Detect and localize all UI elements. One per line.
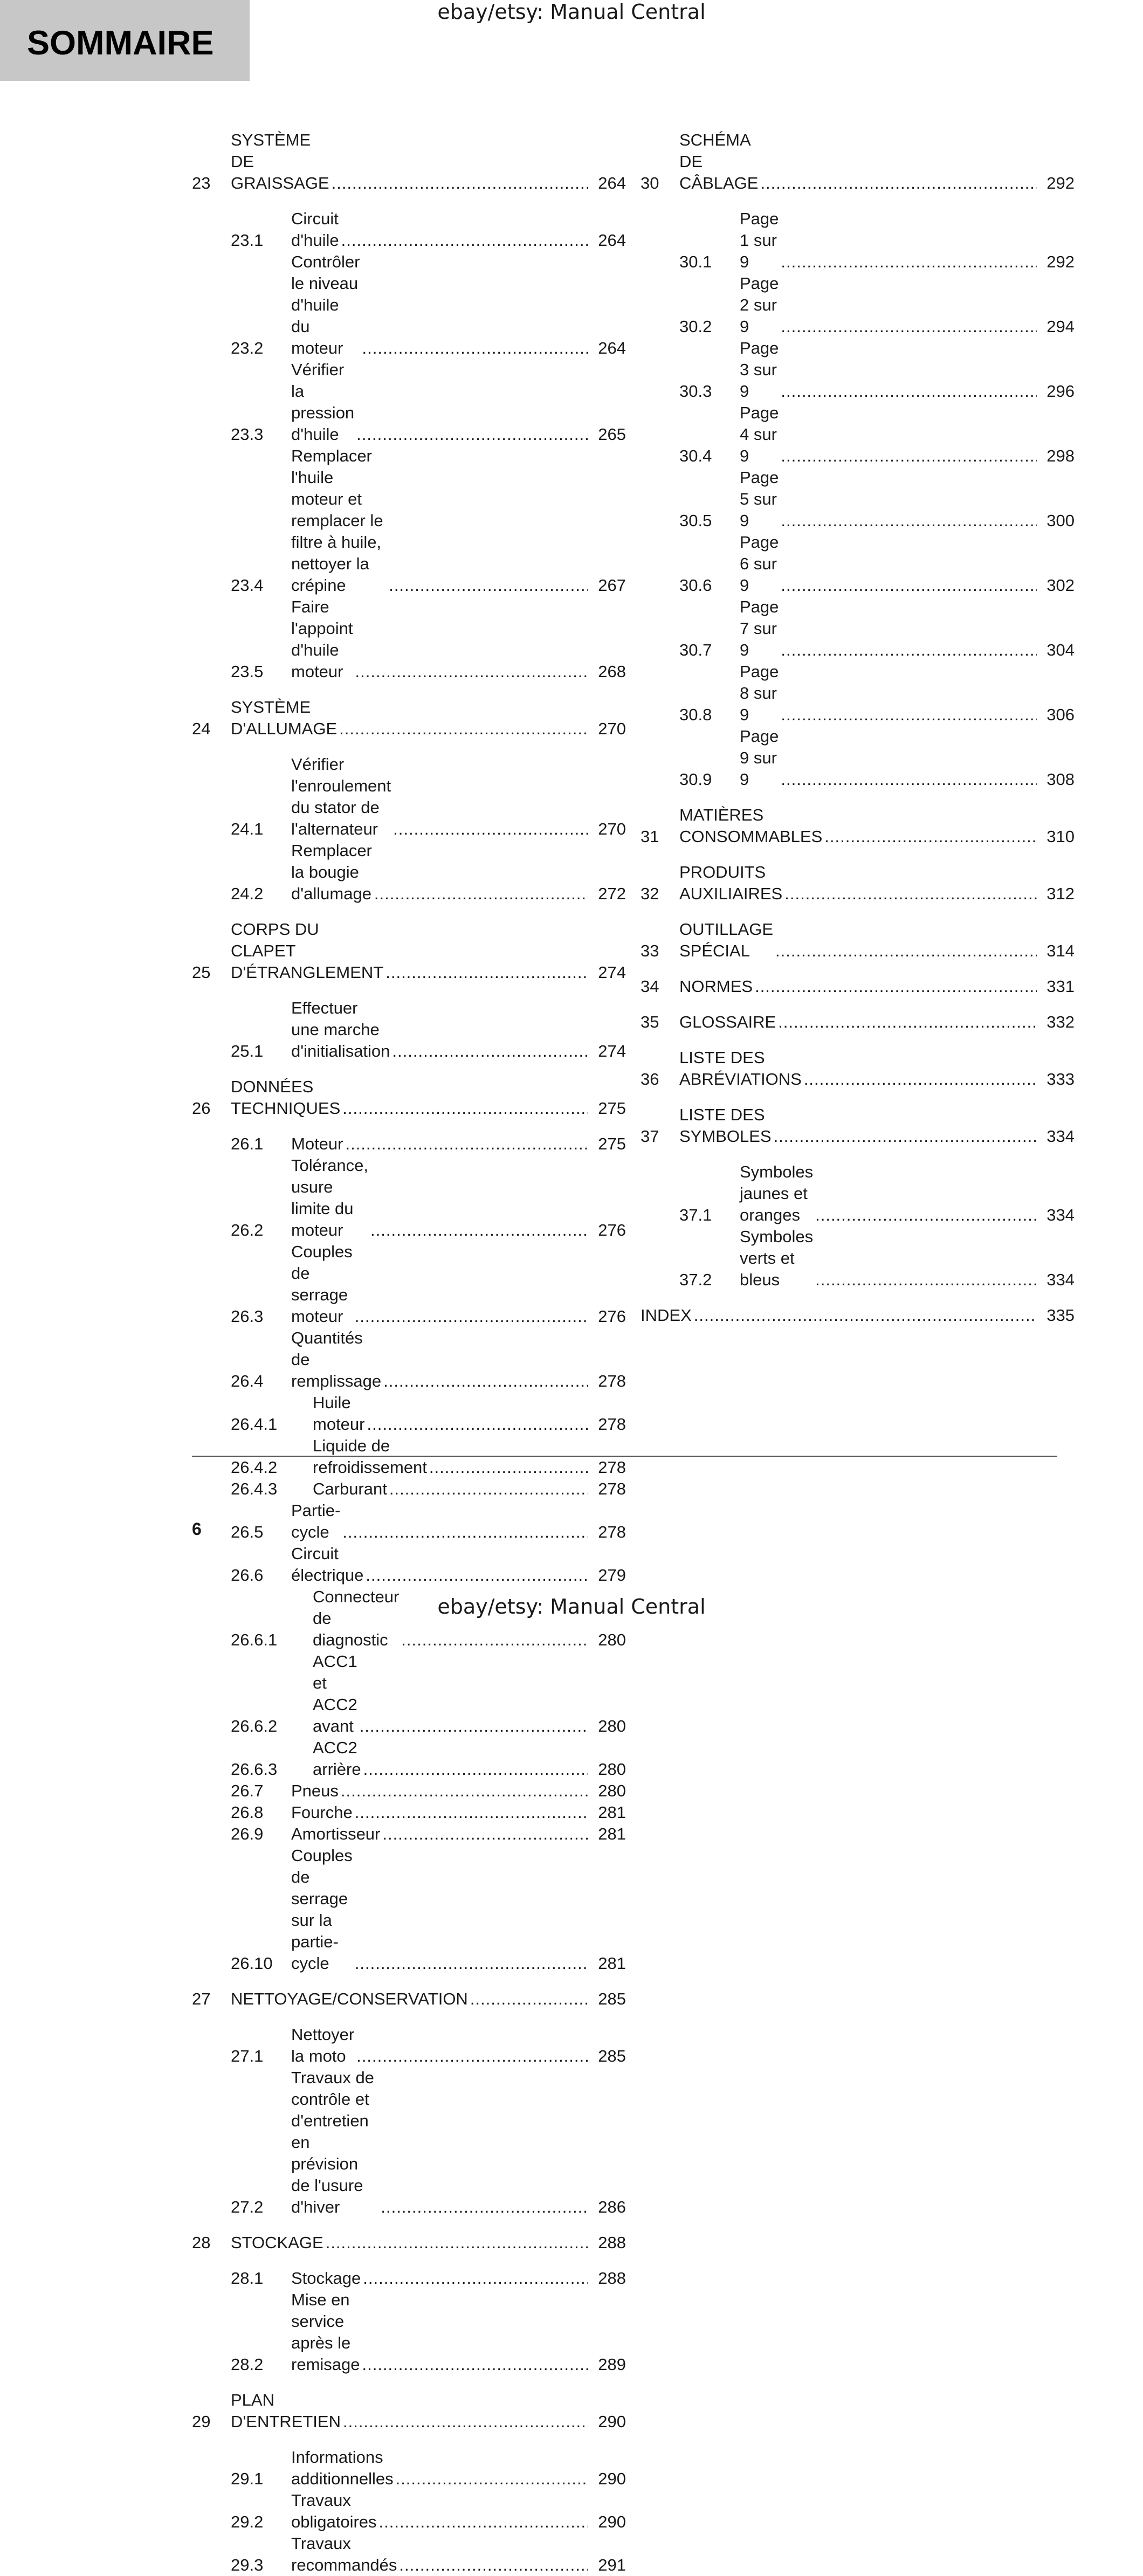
toc-entry-number: 30 — [641, 174, 659, 192]
toc-chapter-entry[interactable] — [192, 697, 626, 740]
toc-entry-title: Travaux de contrôle et d'entretien en prévision de l'usure d'hiver — [291, 2068, 374, 2216]
dot-leader — [781, 639, 1037, 661]
dot-leader — [356, 2045, 588, 2067]
dot-leader — [392, 1041, 588, 1062]
toc-entry-number: 30.7 — [679, 640, 712, 659]
toc-entry-number: 24 — [192, 719, 211, 738]
dot-leader — [815, 1269, 1037, 1291]
toc-section-entry[interactable] — [192, 1327, 626, 1392]
toc-section-entry[interactable] — [192, 208, 626, 251]
toc-entry-title: Symboles jaunes et oranges — [740, 1162, 814, 1224]
toc-section-entry[interactable] — [192, 2533, 626, 2576]
page-title: SOMMAIRE — [27, 24, 214, 62]
dot-leader — [778, 1011, 1037, 1033]
toc-entry-number: 23 — [192, 174, 211, 192]
toc-entry-page: 334 — [1046, 1270, 1075, 1289]
dot-leader — [355, 661, 589, 683]
toc-left-column — [192, 129, 626, 2576]
toc-right-column — [641, 129, 1075, 1326]
toc-entry-page: 288 — [598, 2233, 626, 2252]
dot-leader — [775, 940, 1037, 962]
toc-chapter-entry[interactable] — [192, 129, 626, 194]
dot-leader — [781, 316, 1037, 338]
toc-entry-number: 30.9 — [679, 770, 712, 789]
toc-entry-page: 265 — [598, 425, 626, 444]
toc-entry-page: 278 — [598, 1523, 626, 1541]
toc-entry-title: Vérifier l'enroulement du stator de l'alternateur — [291, 755, 391, 838]
toc-entry-number: 31 — [641, 827, 659, 846]
toc-entry-title: OUTILLAGE SPÉCIAL — [679, 920, 773, 960]
toc-entry-page: 281 — [598, 1824, 626, 1843]
dot-leader — [804, 1069, 1037, 1090]
toc-entry-page: 268 — [598, 662, 626, 681]
toc-entry-number: 27.1 — [231, 2047, 264, 2065]
toc-entry-number: 26.1 — [231, 1134, 264, 1153]
toc-entry-number: 29.3 — [231, 2556, 264, 2574]
toc-chapter-entry[interactable] — [641, 862, 1075, 905]
toc-entry-number: 37.2 — [679, 1270, 712, 1289]
toc-entry-page: 334 — [1046, 1127, 1075, 1146]
toc-entry-title: INDEX — [641, 1306, 692, 1325]
dot-leader — [755, 976, 1037, 997]
dot-leader — [694, 1305, 1037, 1326]
toc-section-entry[interactable] — [192, 445, 626, 596]
toc-entry-title: Partie-cycle — [291, 1501, 341, 1541]
toc-entry-title: Circuit électrique — [291, 1544, 364, 1585]
toc-entry-title: LISTE DES ABRÉVIATIONS — [679, 1048, 802, 1089]
toc-entry-title: Stockage — [291, 2269, 361, 2288]
toc-entry-title: PLAN D'ENTRETIEN — [231, 2391, 341, 2431]
toc-entry-number: 26.2 — [231, 1221, 264, 1239]
toc-chapter-entry[interactable] — [641, 976, 1075, 997]
toc-entry-number: 26.6.3 — [231, 1760, 278, 1779]
toc-entry-title: Remplacer l'huile moteur et remplacer le filtre à huile, nettoyer la crépine — [291, 446, 383, 595]
toc-entry-title: Pneus — [291, 1781, 339, 1800]
toc-entry-page: 286 — [598, 2198, 626, 2216]
dot-leader — [362, 338, 589, 359]
toc-entry-number: 29.1 — [231, 2469, 264, 2488]
toc-entry-number: 29 — [192, 2412, 211, 2431]
toc-entry-page: 302 — [1046, 576, 1075, 595]
dot-leader — [360, 1716, 588, 1737]
dot-leader — [781, 381, 1037, 402]
toc-section-entry[interactable] — [641, 402, 1075, 467]
dot-leader — [367, 1414, 588, 1435]
toc-entry-title: Page 7 sur 9 — [740, 597, 779, 659]
toc-entry-number: 23.3 — [231, 425, 264, 444]
toc-section-entry[interactable] — [192, 1155, 626, 1241]
toc-section-entry[interactable] — [192, 1500, 626, 1543]
toc-entry-page: 296 — [1046, 382, 1075, 401]
toc-entry-title: SYSTÈME D'ALLUMAGE — [231, 698, 338, 738]
toc-entry-title: Page 3 sur 9 — [740, 339, 779, 401]
toc-entry-title: ACC2 arrière — [313, 1738, 361, 1779]
dot-leader — [326, 2232, 588, 2254]
toc-entry-number: 24.2 — [231, 884, 264, 903]
toc-entry-title: STOCKAGE — [231, 2233, 323, 2252]
toc-entry-title: Couples de serrage moteur — [291, 1242, 353, 1326]
dot-leader — [374, 883, 588, 905]
toc-entry-title: Carburant — [313, 1479, 387, 1498]
toc-entry-title: Page 5 sur 9 — [740, 468, 779, 530]
toc-section-entry[interactable] — [192, 1845, 626, 1974]
toc-entry-page: 270 — [598, 719, 626, 738]
dot-leader — [381, 2196, 588, 2218]
toc-section-entry[interactable] — [192, 359, 626, 445]
dot-leader — [355, 1953, 588, 1974]
dot-leader — [339, 718, 588, 740]
dot-leader — [781, 445, 1037, 467]
toc-entry-page: 332 — [1046, 1013, 1075, 1031]
toc-entry-page: 275 — [598, 1099, 626, 1118]
dot-leader — [382, 1823, 588, 1845]
toc-entry-title: Fourche — [291, 1803, 353, 1822]
toc-entry-title: Tolérance, usure limite du moteur — [291, 1156, 369, 1239]
toc-chapter-entry[interactable] — [641, 919, 1075, 962]
toc-entry-page: 280 — [598, 1760, 626, 1779]
toc-entry-title: Symboles verts et bleus — [740, 1227, 814, 1289]
toc-entry-page: 292 — [1046, 252, 1075, 271]
watermark-top: ebay/etsy: Manual Central — [437, 0, 706, 24]
dot-leader — [781, 251, 1037, 273]
toc-entry-number: 30.2 — [679, 317, 712, 336]
dot-leader — [355, 1306, 588, 1327]
toc-entry-title: Remplacer la bougie d'allumage — [291, 841, 372, 903]
dot-leader — [396, 2468, 588, 2490]
toc-section-entry[interactable] — [641, 726, 1075, 790]
toc-entry-number: 26.5 — [231, 1523, 264, 1541]
toc-entry-title: CORPS DU CLAPET D'ÉTRANGLEMENT — [231, 920, 384, 982]
toc-entry-number: 37.1 — [679, 1206, 712, 1224]
toc-entry-title: NORMES — [679, 977, 753, 996]
dot-leader — [824, 826, 1037, 848]
toc-entry-page: 274 — [598, 1042, 626, 1060]
dot-leader — [342, 1098, 588, 1119]
toc-entry-title: MATIÈRES CONSOMMABLES — [679, 805, 823, 846]
toc-section-entry[interactable] — [192, 840, 626, 905]
toc-section-entry[interactable] — [192, 754, 626, 840]
dot-leader — [363, 2268, 588, 2289]
toc-chapter-entry[interactable] — [641, 1104, 1075, 1147]
toc-section-entry[interactable] — [192, 596, 626, 683]
toc-entry-number: 30.1 — [679, 252, 712, 271]
toc-entry-page: 281 — [598, 1803, 626, 1822]
toc-entry-title: Page 1 sur 9 — [740, 209, 779, 271]
toc-entry-page: 264 — [598, 231, 626, 250]
toc-entry-number: 28 — [192, 2233, 211, 2252]
toc-entry-page: 290 — [598, 2512, 626, 2531]
toc-entry-number: 26.4.3 — [231, 1479, 278, 1498]
toc-entry-number: 32 — [641, 884, 659, 903]
toc-section-entry[interactable] — [641, 1226, 1075, 1291]
toc-entry-page: 285 — [598, 1989, 626, 2008]
toc-entry-title: NETTOYAGE/CONSERVATION — [231, 1989, 468, 2008]
toc-entry-number: 26.3 — [231, 1307, 264, 1326]
dot-leader — [470, 1988, 588, 2010]
toc-entry-page: 267 — [598, 576, 626, 595]
toc-entry-number: 33 — [641, 941, 659, 960]
toc-entry-page: 278 — [598, 1458, 626, 1477]
toc-entry-page: 281 — [598, 1954, 626, 1973]
toc-entry-page: 272 — [598, 884, 626, 903]
toc-section-entry[interactable] — [641, 208, 1075, 273]
dot-leader — [389, 1478, 588, 1500]
dot-leader — [341, 230, 588, 251]
toc-entry-number: 27 — [192, 1989, 211, 2008]
toc-entry-page: 335 — [1046, 1306, 1075, 1325]
toc-entry-number: 26.4.1 — [231, 1415, 278, 1434]
toc-entry-page: 310 — [1046, 827, 1075, 846]
toc-section-entry[interactable] — [641, 338, 1075, 402]
dot-leader — [366, 1565, 588, 1586]
toc-entry-page: 264 — [598, 339, 626, 357]
toc-entry-page: 304 — [1046, 640, 1075, 659]
toc-entry-page: 290 — [598, 2412, 626, 2431]
toc-entry-number: 27.2 — [231, 2198, 264, 2216]
dot-leader — [781, 704, 1037, 726]
toc-section-entry[interactable] — [641, 596, 1075, 661]
toc-entry-page: 314 — [1046, 941, 1075, 960]
toc-chapter-entry[interactable] — [192, 2389, 626, 2433]
toc-chapter-entry[interactable] — [641, 129, 1075, 194]
toc-entry-number: 23.4 — [231, 576, 264, 595]
toc-entry-number: 36 — [641, 1070, 659, 1089]
toc-entry-page: 264 — [598, 174, 626, 192]
toc-section-entry[interactable] — [192, 2268, 626, 2289]
toc-section-entry[interactable] — [192, 2024, 626, 2067]
toc-entry-title: Page 2 sur 9 — [740, 274, 779, 336]
section-header — [0, 0, 250, 81]
toc-chapter-entry[interactable] — [192, 2232, 626, 2254]
toc-entry-number: 23.1 — [231, 231, 264, 250]
toc-entry-title: Contrôler le niveau d'huile du moteur — [291, 252, 360, 357]
dot-leader — [383, 1370, 588, 1392]
toc-entry-title: SYSTÈME DE GRAISSAGE — [231, 130, 329, 192]
toc-entry-title: GLOSSAIRE — [679, 1013, 776, 1031]
toc-entry-page: 308 — [1046, 770, 1075, 789]
toc-section-entry[interactable] — [192, 1802, 626, 1823]
dot-leader — [356, 424, 588, 445]
toc-entry-page: 291 — [598, 2556, 626, 2574]
toc-chapter-entry[interactable] — [641, 1047, 1075, 1090]
dot-leader — [355, 1802, 588, 1823]
toc-entry-number: 26.6 — [231, 1566, 264, 1585]
toc-section-entry[interactable] — [192, 2067, 626, 2218]
toc-section-entry[interactable] — [641, 1161, 1075, 1226]
toc-entry-title: Mise en service après le remisage — [291, 2290, 360, 2374]
toc-chapter-entry[interactable] — [192, 919, 626, 983]
toc-section-entry[interactable] — [192, 2447, 626, 2490]
toc-entry-title: Circuit d'huile — [291, 209, 339, 250]
toc-entry-page: 276 — [598, 1307, 626, 1326]
toc-entry-number: 26.4 — [231, 1372, 264, 1390]
toc-entry-number: 23.5 — [231, 662, 264, 681]
dot-leader — [345, 1133, 588, 1155]
toc-index-entry[interactable] — [641, 1305, 1075, 1326]
toc-entry-number: 26.6.2 — [231, 1717, 278, 1735]
toc-entry-page: 333 — [1046, 1070, 1075, 1089]
toc-entry-page: 280 — [598, 1781, 626, 1800]
toc-entry-title: Page 9 sur 9 — [740, 727, 779, 789]
toc-entry-number: 26.6.1 — [231, 1630, 278, 1649]
toc-entry-page: 294 — [1046, 317, 1075, 336]
toc-entry-page: 290 — [598, 2469, 626, 2488]
toc-entry-page: 275 — [598, 1134, 626, 1153]
toc-entry-number: 26.8 — [231, 1803, 264, 1822]
dot-leader — [760, 173, 1037, 194]
dot-leader — [399, 2554, 588, 2576]
toc-entry-number: 29.2 — [231, 2512, 264, 2531]
footer-divider — [192, 1456, 1057, 1457]
toc-entry-title: LISTE DES SYMBOLES — [679, 1105, 772, 1146]
toc-entry-number: 30.3 — [679, 382, 712, 401]
toc-chapter-entry[interactable] — [192, 1076, 626, 1119]
watermark-bottom: ebay/etsy: Manual Central — [437, 1595, 706, 1618]
toc-entry-title: Page 8 sur 9 — [740, 662, 779, 724]
page-number: 6 — [192, 1519, 202, 1539]
dot-leader — [370, 1220, 588, 1241]
toc-section-entry[interactable] — [192, 1435, 626, 1478]
toc-section-entry[interactable] — [641, 532, 1075, 596]
toc-entry-number: 28.2 — [231, 2355, 264, 2374]
dot-leader — [362, 2354, 588, 2375]
toc-section-entry[interactable] — [192, 1780, 626, 1802]
toc-entry-page: 280 — [598, 1630, 626, 1649]
toc-entry-number: 30.6 — [679, 576, 712, 595]
toc-entry-number: 28.1 — [231, 2269, 264, 2288]
toc-entry-title: Informations additionnelles — [291, 2448, 394, 2488]
toc-entry-title: SCHÉMA DE CÂBLAGE — [679, 130, 759, 192]
toc-entry-number: 26.10 — [231, 1954, 273, 1973]
toc-entry-title: Vérifier la pression d'huile — [291, 360, 355, 444]
toc-entry-page: 312 — [1046, 884, 1075, 903]
toc-entry-title: Travaux obligatoires — [291, 2491, 377, 2531]
toc-entry-page: 298 — [1046, 446, 1075, 465]
dot-leader — [815, 1204, 1037, 1226]
toc-entry-number: 26.9 — [231, 1824, 264, 1843]
toc-section-entry[interactable] — [192, 1241, 626, 1327]
toc-entry-page: 278 — [598, 1372, 626, 1390]
toc-section-entry[interactable] — [192, 1651, 626, 1737]
toc-section-entry[interactable] — [192, 2490, 626, 2533]
toc-section-entry[interactable] — [192, 1478, 626, 1500]
toc-entry-page: 285 — [598, 2047, 626, 2065]
toc-entry-title: Huile moteur — [313, 1393, 365, 1434]
toc-section-entry[interactable] — [192, 1543, 626, 1586]
toc-section-entry[interactable] — [192, 1823, 626, 1845]
dot-leader — [343, 2411, 588, 2433]
toc-entry-page: 279 — [598, 1566, 626, 1585]
dot-leader — [774, 1126, 1037, 1147]
toc-entry-title: DONNÉES TECHNIQUES — [231, 1077, 341, 1118]
toc-entry-number: 26.7 — [231, 1781, 264, 1800]
toc-entry-page: 289 — [598, 2355, 626, 2374]
dot-leader — [781, 575, 1037, 596]
toc-entry-title: Connecteur de diagnostic — [313, 1587, 400, 1649]
dot-leader — [389, 575, 588, 596]
toc-entry-number: 23.2 — [231, 339, 264, 357]
dot-leader — [341, 1780, 588, 1802]
toc-section-entry[interactable] — [192, 2289, 626, 2375]
dot-leader — [363, 1759, 588, 1780]
dot-leader — [401, 1629, 588, 1651]
toc-section-entry[interactable] — [641, 661, 1075, 726]
dot-leader — [429, 1457, 588, 1478]
toc-entry-title: Liquide de refroidissement — [313, 1436, 427, 1477]
toc-section-entry[interactable] — [192, 1133, 626, 1155]
toc-entry-page: 280 — [598, 1717, 626, 1735]
toc-entry-page: 276 — [598, 1221, 626, 1239]
toc-entry-page: 274 — [598, 963, 626, 982]
toc-entry-number: 34 — [641, 977, 659, 996]
dot-leader — [342, 1521, 588, 1543]
toc-entry-number: 24.1 — [231, 819, 264, 838]
toc-entry-page: 334 — [1046, 1206, 1075, 1224]
toc-entry-title: Page 4 sur 9 — [740, 403, 779, 465]
toc-section-entry[interactable] — [641, 273, 1075, 338]
toc-entry-title: ACC1 et ACC2 avant — [313, 1652, 357, 1735]
dot-leader — [784, 883, 1037, 905]
toc-section-entry[interactable] — [641, 467, 1075, 532]
toc-entry-title: Travaux recommandés — [291, 2534, 397, 2574]
toc-entry-page: 292 — [1046, 174, 1075, 192]
toc-entry-page: 278 — [598, 1479, 626, 1498]
toc-entry-page: 278 — [598, 1415, 626, 1434]
toc-entry-title: Moteur — [291, 1134, 343, 1153]
toc-entry-title: PRODUITS AUXILIAIRES — [679, 863, 783, 903]
toc-entry-page: 270 — [598, 819, 626, 838]
toc-entry-number: 35 — [641, 1013, 659, 1031]
toc-chapter-entry[interactable] — [641, 1011, 1075, 1033]
toc-chapter-entry[interactable] — [641, 804, 1075, 848]
dot-leader — [332, 173, 588, 194]
toc-entry-number: 26 — [192, 1099, 211, 1118]
toc-entry-number: 25 — [192, 963, 211, 982]
toc-entry-title: Effectuer une marche d'initialisation — [291, 998, 390, 1060]
toc-entry-number: 30.5 — [679, 511, 712, 530]
toc-entry-title: Couples de serrage sur la partie-cycle — [291, 1846, 353, 1973]
toc-section-entry[interactable] — [192, 251, 626, 359]
toc-entry-page: 300 — [1046, 511, 1075, 530]
dot-leader — [385, 962, 588, 983]
toc-entry-title: Quantités de remplissage — [291, 1328, 382, 1390]
toc-chapter-entry[interactable] — [192, 1988, 626, 2010]
dot-leader — [393, 818, 588, 840]
toc-entry-page: 306 — [1046, 705, 1075, 724]
toc-section-entry[interactable] — [192, 997, 626, 1062]
toc-entry-title: Nettoyer la moto — [291, 2025, 355, 2065]
toc-entry-number: 26.4.2 — [231, 1458, 278, 1477]
dot-leader — [379, 2511, 588, 2533]
dot-leader — [781, 769, 1037, 790]
toc-entry-page: 288 — [598, 2269, 626, 2288]
toc-entry-title: Amortisseur — [291, 1824, 381, 1843]
toc-entry-number: 30.8 — [679, 705, 712, 724]
dot-leader — [781, 510, 1037, 532]
toc-entry-number: 30.4 — [679, 446, 712, 465]
toc-entry-title: Page 6 sur 9 — [740, 533, 779, 595]
toc-section-entry[interactable] — [192, 1392, 626, 1435]
toc-entry-title: Faire l'appoint d'huile moteur — [291, 597, 353, 681]
toc-entry-number: 25.1 — [231, 1042, 264, 1060]
toc-entry-number: 37 — [641, 1127, 659, 1146]
toc-entry-page: 331 — [1046, 977, 1075, 996]
toc-section-entry[interactable] — [192, 1737, 626, 1780]
